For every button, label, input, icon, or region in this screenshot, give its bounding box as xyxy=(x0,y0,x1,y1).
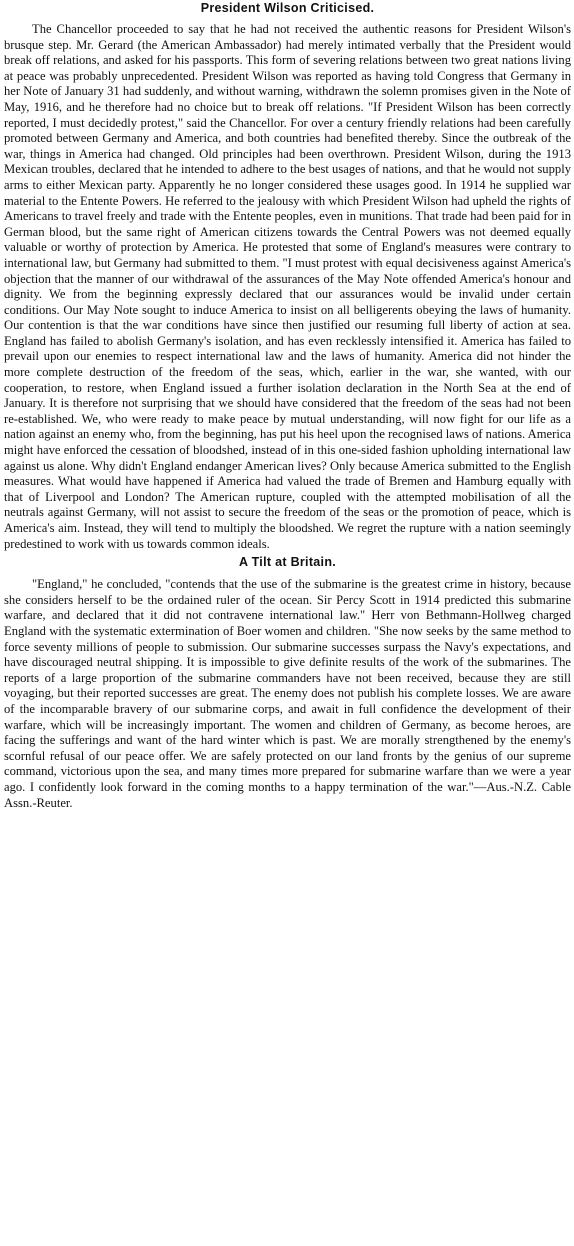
article-paragraph: "England," he concluded, "contends that the use of the submarine is the greatest crime in history, because she considers herself to be the ordained ruler of the ocean. Sir Percy Scott in 1914 predicted this submarine warfare, and declared that it did not contravene international law." Herr von Bethmann-Hollweg charged England with the systematic extermination of Boer women and children. "She now seeks by the same method to force seventy millions of people to submission. Our submarine successes surpass the Navy's expectations, and have discouraged neutral shipping. It is impossible to give definite results of the work of the submarines. The reports of a large proportion of the submarine commanders have not been received, because they are still voyaging, but their reported successes are great. The enemy does not publish his complete losses. We are aware of the incomparable bravery of our submarine corps, and await in full confidence the development of their warfare, which will be increasingly important. The women and children of Germany, as become heroes, are facing the sufferings and want of the hard winter which is past. We are morally strengthened by the enemy's scornful refusal of our peace offer. We are safely protected on our land fronts by the genius of our supreme command, victorious upon the sea, and many times more prepared for submarine warfare than we were a year ago. I confidently look forward in the coming months to a happy termination of the war."—Aus.-N.Z. Cable Assn.-Reuter. xyxy=(4,577,571,810)
headline: President Wilson Criticised. xyxy=(200,1,375,15)
subheadline: A Tilt at Britain. xyxy=(238,555,337,570)
article-paragraph: The Chancellor proceeded to say that he had not received the authentic reasons for President Wilson's brusque step. Mr. Gerard (the American Ambassador) had merely intimated verbally that the President would break off relations, and asked for his passports. This form of severing relations between two great nations living at peace was probably unprecedented. President Wilson was reported as having told Congress that Germany in her Note of January 31 had suddenly, and without warning, withdrawn the solemn promises given in the Note of May, 1916, and he therefore had no choice but to break off relations. "If President Wilson has been correctly reported, I must decidedly protest," said the Chancellor. For over a century friendly relations had been carefully promoted between Germany and America, and both countries had benefited thereby. Since the outbreak of the war, things in America had changed. Old principles had been overthrown. President Wilson, during the 1913 Mexican troubles, declared that he intended to adhere to the best usages of nations, and that he would not supply arms to either Mexican party. Apparently he no longer considered these usages good. In 1914 he supplied war material to the Entente Powers. He referred to the jealousy with which President Wilson had upheld the rights of Americans to travel freely and trade with the Entente peoples, even in munitions. That trade had been paid for in German blood, but the same right of American citizens towards the Central Powers was not deemed equally valuable or worthy of protection by America. He protested that some of England's measures were contrary to international law, but Germany had submitted to them. "I must protest with equal decisiveness against America's objection that the manner of our withdrawal of the assurances of the May Note offended America's honour and dignity. We from the beginning expressly declared that our assurances would be invalid under certain conditions. Our May Note sought to induce America to insist on all belligerents obeying the laws of humanity. Our contention is that the war conditions have since then justified our resuming full liberty of action at sea. England has failed to abolish Germany's isolation, and has even recklessly intensified it. America has failed to prevail upon our enemies to respect international law and the laws of humanity. America did not hinder the more complete destruction of the freedom of the seas, which, earlier in the war, she wanted, with our cooperation, to restore, when England issued a further isolation declaration in the North Sea at the end of January. It is therefore not surprising that we should have considered that the freedom of the seas had not been re-established. We, who were ready to make peace by mutual understanding, will now fight for our life as a nation against an enemy who, from the beginning, has put his heel upon the recognised laws of nations. America might have enforced the cessation of bloodshed, instead of in this one-sided fashion upholding international law against us alone. Why didn't England endanger American lives? Only because America submitted to the English measures. What would have happened if America had valued the trade of Bremen and Hamburg equally with that of Liverpool and London? The American rupture, coupled with the attempted mobilisation of all the neutrals against Germany, will not assist to secure the freedom of the seas or the promotion of peace, which is America's aim. Instead, they will tend to multiply the bloodshed. We regret the rupture with a nation seemingly predestined to work with us towards common ideals. xyxy=(4,22,571,551)
